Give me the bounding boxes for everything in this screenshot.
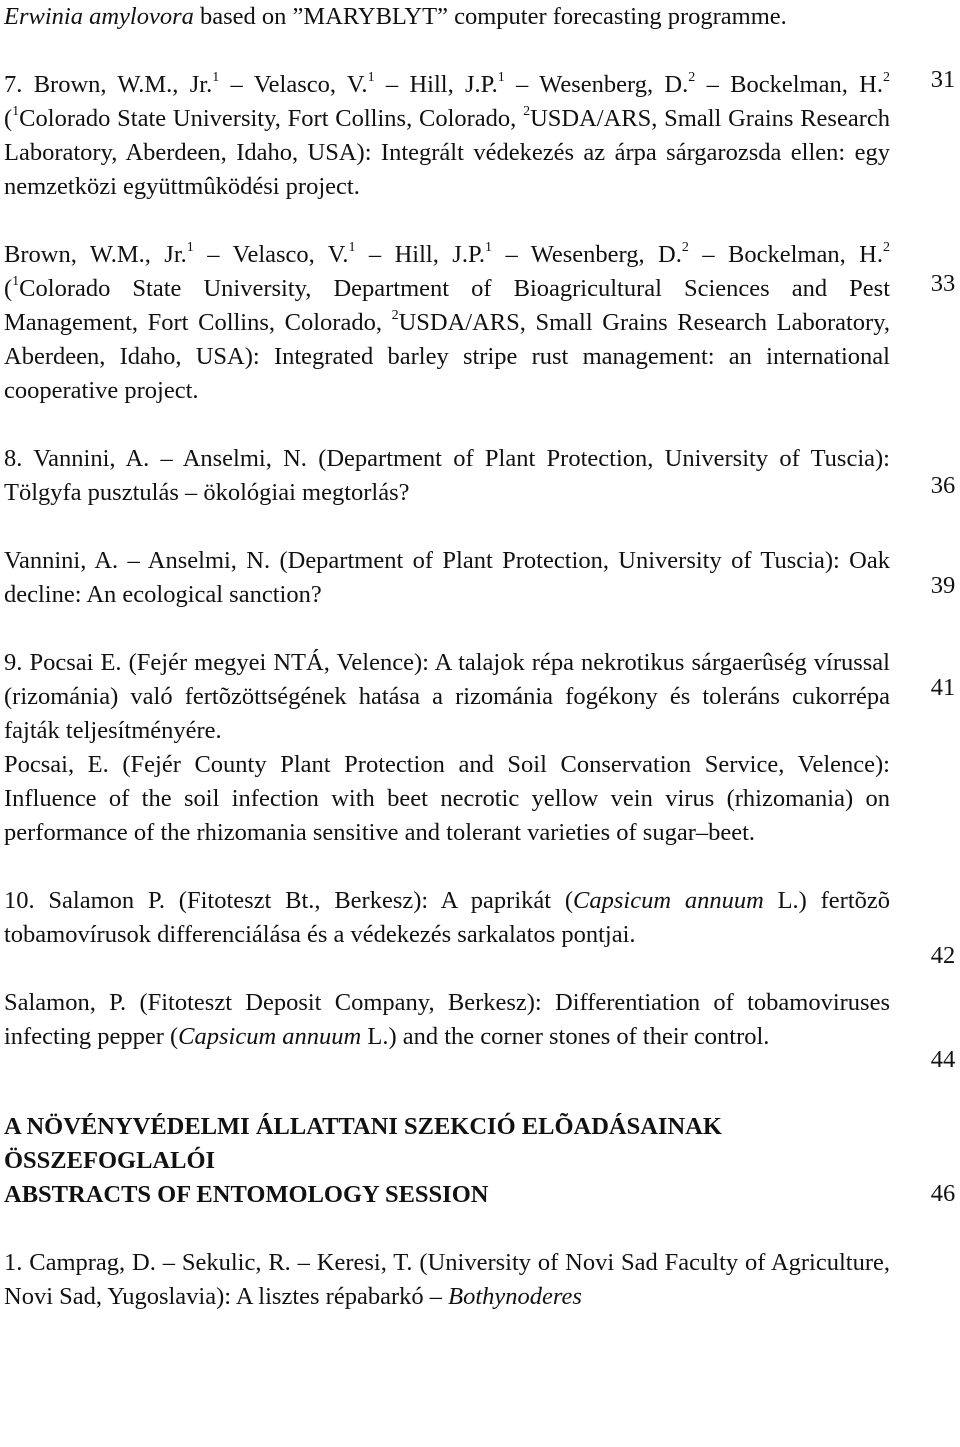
entry-10-hungarian: 10. Salamon P. (Fitoteszt Bt., Berkesz): A paprikát (Capsicum annuum L.) fertõzõ tobamovírusok differenciálása és a védekezés sarkalatos pontjai. [4, 887, 890, 948]
entry-7-hungarian: 7. Brown, W.M., Jr.$^1$ – Velasco, V.$^1$ – Hill, J.P.$^1$ – Wesenberg, D.$^2$ – Bockelman, H.$^2$ ($^1$Colorado State University, Fort Collins, Colorado, $^2$USDA/ARS, Small Grains Research Laboratory, Aberdeen, Idaho, USA): Integrált védekezés az árpa sárgarozsda ellen: egy nemzetközi együttmûködési project. [4, 69, 890, 200]
entry-7-english: Brown, W.M., Jr.$^1$ – Velasco, V.$^1$ – Hill, J.P.$^1$ – Wesenberg, D.$^2$ – Bockelman, H.$^2$ ($^1$Colorado State University, Department of Bioagricultural Sciences and Pest Management, Fort Collins, Colorado, $^2$USDA/ARS, Small Grains Research Laboratory, Aberdeen, Idaho, USA): Integrated barley stripe rust management: an international cooperative project. [4, 239, 891, 404]
species-name: Capsicum annuum [573, 887, 764, 914]
page-number: 42 [930, 942, 956, 969]
species-name: Erwinia amylovora [4, 3, 194, 30]
entry-continuation: Erwinia amylovora based on ”MARYBLYT” computer forecasting programme. [4, 3, 787, 30]
entry-8-hungarian: 8. Vannini, A. – Anselmi, N. (Department of Plant Protection, University of Tuscia): Tölgyfa pusztulás – ökológiai megtorlás? [4, 445, 890, 506]
species-name: Capsicum annuum [178, 1023, 362, 1050]
entry-10-english: Salamon, P. (Fitoteszt Deposit Company, Berkesz): Differentiation of tobamoviruses infecting pepper (Capsicum annuum L.) and the corner stones of their control. [4, 989, 890, 1050]
abstract-list [4, 0, 890, 1314]
page-number: 41 [930, 674, 956, 701]
entry-9-hungarian: 9. Pocsai E. (Fejér megyei NTÁ, Velence): A talajok répa nekrotikus sárgaerûség vírussal (rizománia) való fertõzöttségének hatása a rizománia fogékony és toleráns cukorrépa fajták teljesítményére. [4, 649, 890, 744]
page-number: 46 [930, 1180, 956, 1207]
entry-8-english: Vannini, A. – Anselmi, N. (Department of Plant Protection, University of Tuscia): Oak decline: An ecological sanction? [4, 547, 890, 608]
section-heading-hungarian: A NÖVÉNYVÉDELMI ÁLLATTANI SZEKCIÓ ELÕADÁSAINAK ÖSSZEFOGLALÓI [4, 1113, 722, 1174]
page-number: 39 [930, 572, 956, 599]
entry-1-hungarian: 1. Camprag, D. – Sekulic, R. – Keresi, T. (University of Novi Sad Faculty of Agriculture, Novi Sad, Yugoslavia): A lisztes répabarkó – Bothynoderes [4, 1249, 890, 1310]
page-number: 33 [930, 270, 956, 297]
entry-9-english: Pocsai, E. (Fejér County Plant Protection and Soil Conservation Service, Velence): Influence of the soil infection with beet necrotic yellow vein virus (rhizomania) on performance of the rhizomania sensitive and tolerant varieties of sugar–beet. [4, 751, 890, 846]
page-number: 44 [930, 1046, 956, 1073]
species-name: Bothynoderes [448, 1283, 582, 1310]
section-heading-english: ABSTRACTS OF ENTOMOLOGY SESSION [4, 1181, 489, 1208]
page-number: 36 [930, 472, 956, 499]
page-number: 31 [930, 66, 956, 93]
